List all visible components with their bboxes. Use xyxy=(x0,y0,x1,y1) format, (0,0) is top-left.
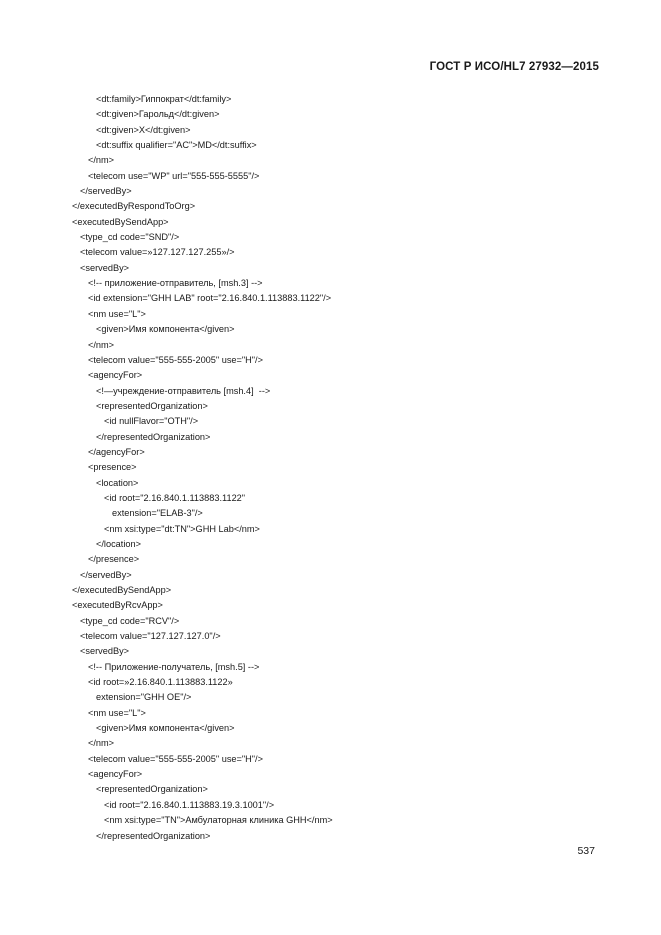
code-line: <agencyFor> xyxy=(88,769,143,780)
code-line: <id nullFlavor="OTH"/> xyxy=(104,416,199,427)
code-line: <given>Имя компонента</given> xyxy=(96,723,235,734)
code-line: <dt:given>X</dt:given> xyxy=(96,124,191,135)
code-line: <type_cd code="SND"/> xyxy=(80,232,180,243)
code-line: </nm> xyxy=(88,738,115,749)
code-line: <dt:given>Гарольд</dt:given> xyxy=(96,109,220,120)
code-line: <telecom value="555-555-2005" use="H"/> xyxy=(88,354,263,365)
code-line: <telecom value="555-555-2005" use="H"/> xyxy=(88,753,263,764)
code-line: </representedOrganization> xyxy=(96,431,211,442)
code-line: </servedBy> xyxy=(80,186,132,197)
code-line: </nm> xyxy=(88,155,115,166)
code-line: <location> xyxy=(96,477,139,488)
code-line: <dt:family>Гиппократ</dt:family> xyxy=(96,94,232,104)
code-line: </executedBySendApp> xyxy=(72,585,172,595)
code-line: <id extension="GHH LAB" root="2.16.840.1.113883.1122"/> xyxy=(88,293,332,304)
code-line: <nm xsi:type="dt:TN">GHH Lab</nm> xyxy=(104,523,260,534)
code-line: extension="ELAB-3"/> xyxy=(112,508,203,519)
code-line: </nm> xyxy=(88,339,115,350)
code-line: <telecom use="WP" url="555-555-5555"/> xyxy=(88,170,260,181)
code-line: <presence> xyxy=(88,462,137,473)
code-line: <servedBy> xyxy=(80,262,130,273)
page-number: 537 xyxy=(577,845,595,857)
code-line: <id root="2.16.840.1.113883.19.3.1001"/> xyxy=(104,799,275,810)
code-line: <id root=»2.16.840.1.113883.1122» xyxy=(88,677,233,688)
code-line: <telecom value=»127.127.127.255»/> xyxy=(80,247,235,258)
code-line: </executedByRespondToOrg> xyxy=(72,201,196,212)
code-line: <representedOrganization> xyxy=(96,400,208,411)
code-line: </agencyFor> xyxy=(88,446,145,457)
code-line: <nm use="L"> xyxy=(88,707,146,718)
code-line: <id root="2.16.840.1.113883.1122" xyxy=(104,492,246,503)
code-line: <nm xsi:type="TN">Амбулаторная клиника GHH</nm> xyxy=(104,815,333,826)
code-line: <agencyFor> xyxy=(88,370,143,381)
document-header: ГОСТ Р ИСО/HL7 27932—2015 xyxy=(429,61,599,73)
code-line: </servedBy> xyxy=(80,569,132,580)
code-line: <executedByRcvApp> xyxy=(72,600,163,611)
code-line: <nm use="L"> xyxy=(88,308,146,319)
code-line: </representedOrganization> xyxy=(96,830,211,841)
code-line: extension="GHH OE"/> xyxy=(96,692,192,703)
code-line: <given>Имя компонента</given> xyxy=(96,324,235,335)
code-line: </presence> xyxy=(88,554,140,565)
code-line: <executedBySendApp> xyxy=(72,216,169,227)
code-line: <dt:suffix qualifier="AC">MD</dt:suffix> xyxy=(96,140,257,151)
code-line: <!—учреждение-отправитель [msh.4] --> xyxy=(96,385,271,396)
code-line: <!-- Приложение-получатель, [msh.5] --> xyxy=(88,661,260,672)
xml-code-listing xyxy=(72,92,612,844)
code-line: <servedBy> xyxy=(80,646,130,657)
code-line: <type_cd code="RCV"/> xyxy=(80,615,180,626)
code-line: <!-- приложение-отправитель, [msh.3] --> xyxy=(88,278,263,289)
code-line: </location> xyxy=(96,538,141,549)
code-line: <representedOrganization> xyxy=(96,784,208,795)
code-line: <telecom value="127.127.127.0"/> xyxy=(80,631,221,642)
